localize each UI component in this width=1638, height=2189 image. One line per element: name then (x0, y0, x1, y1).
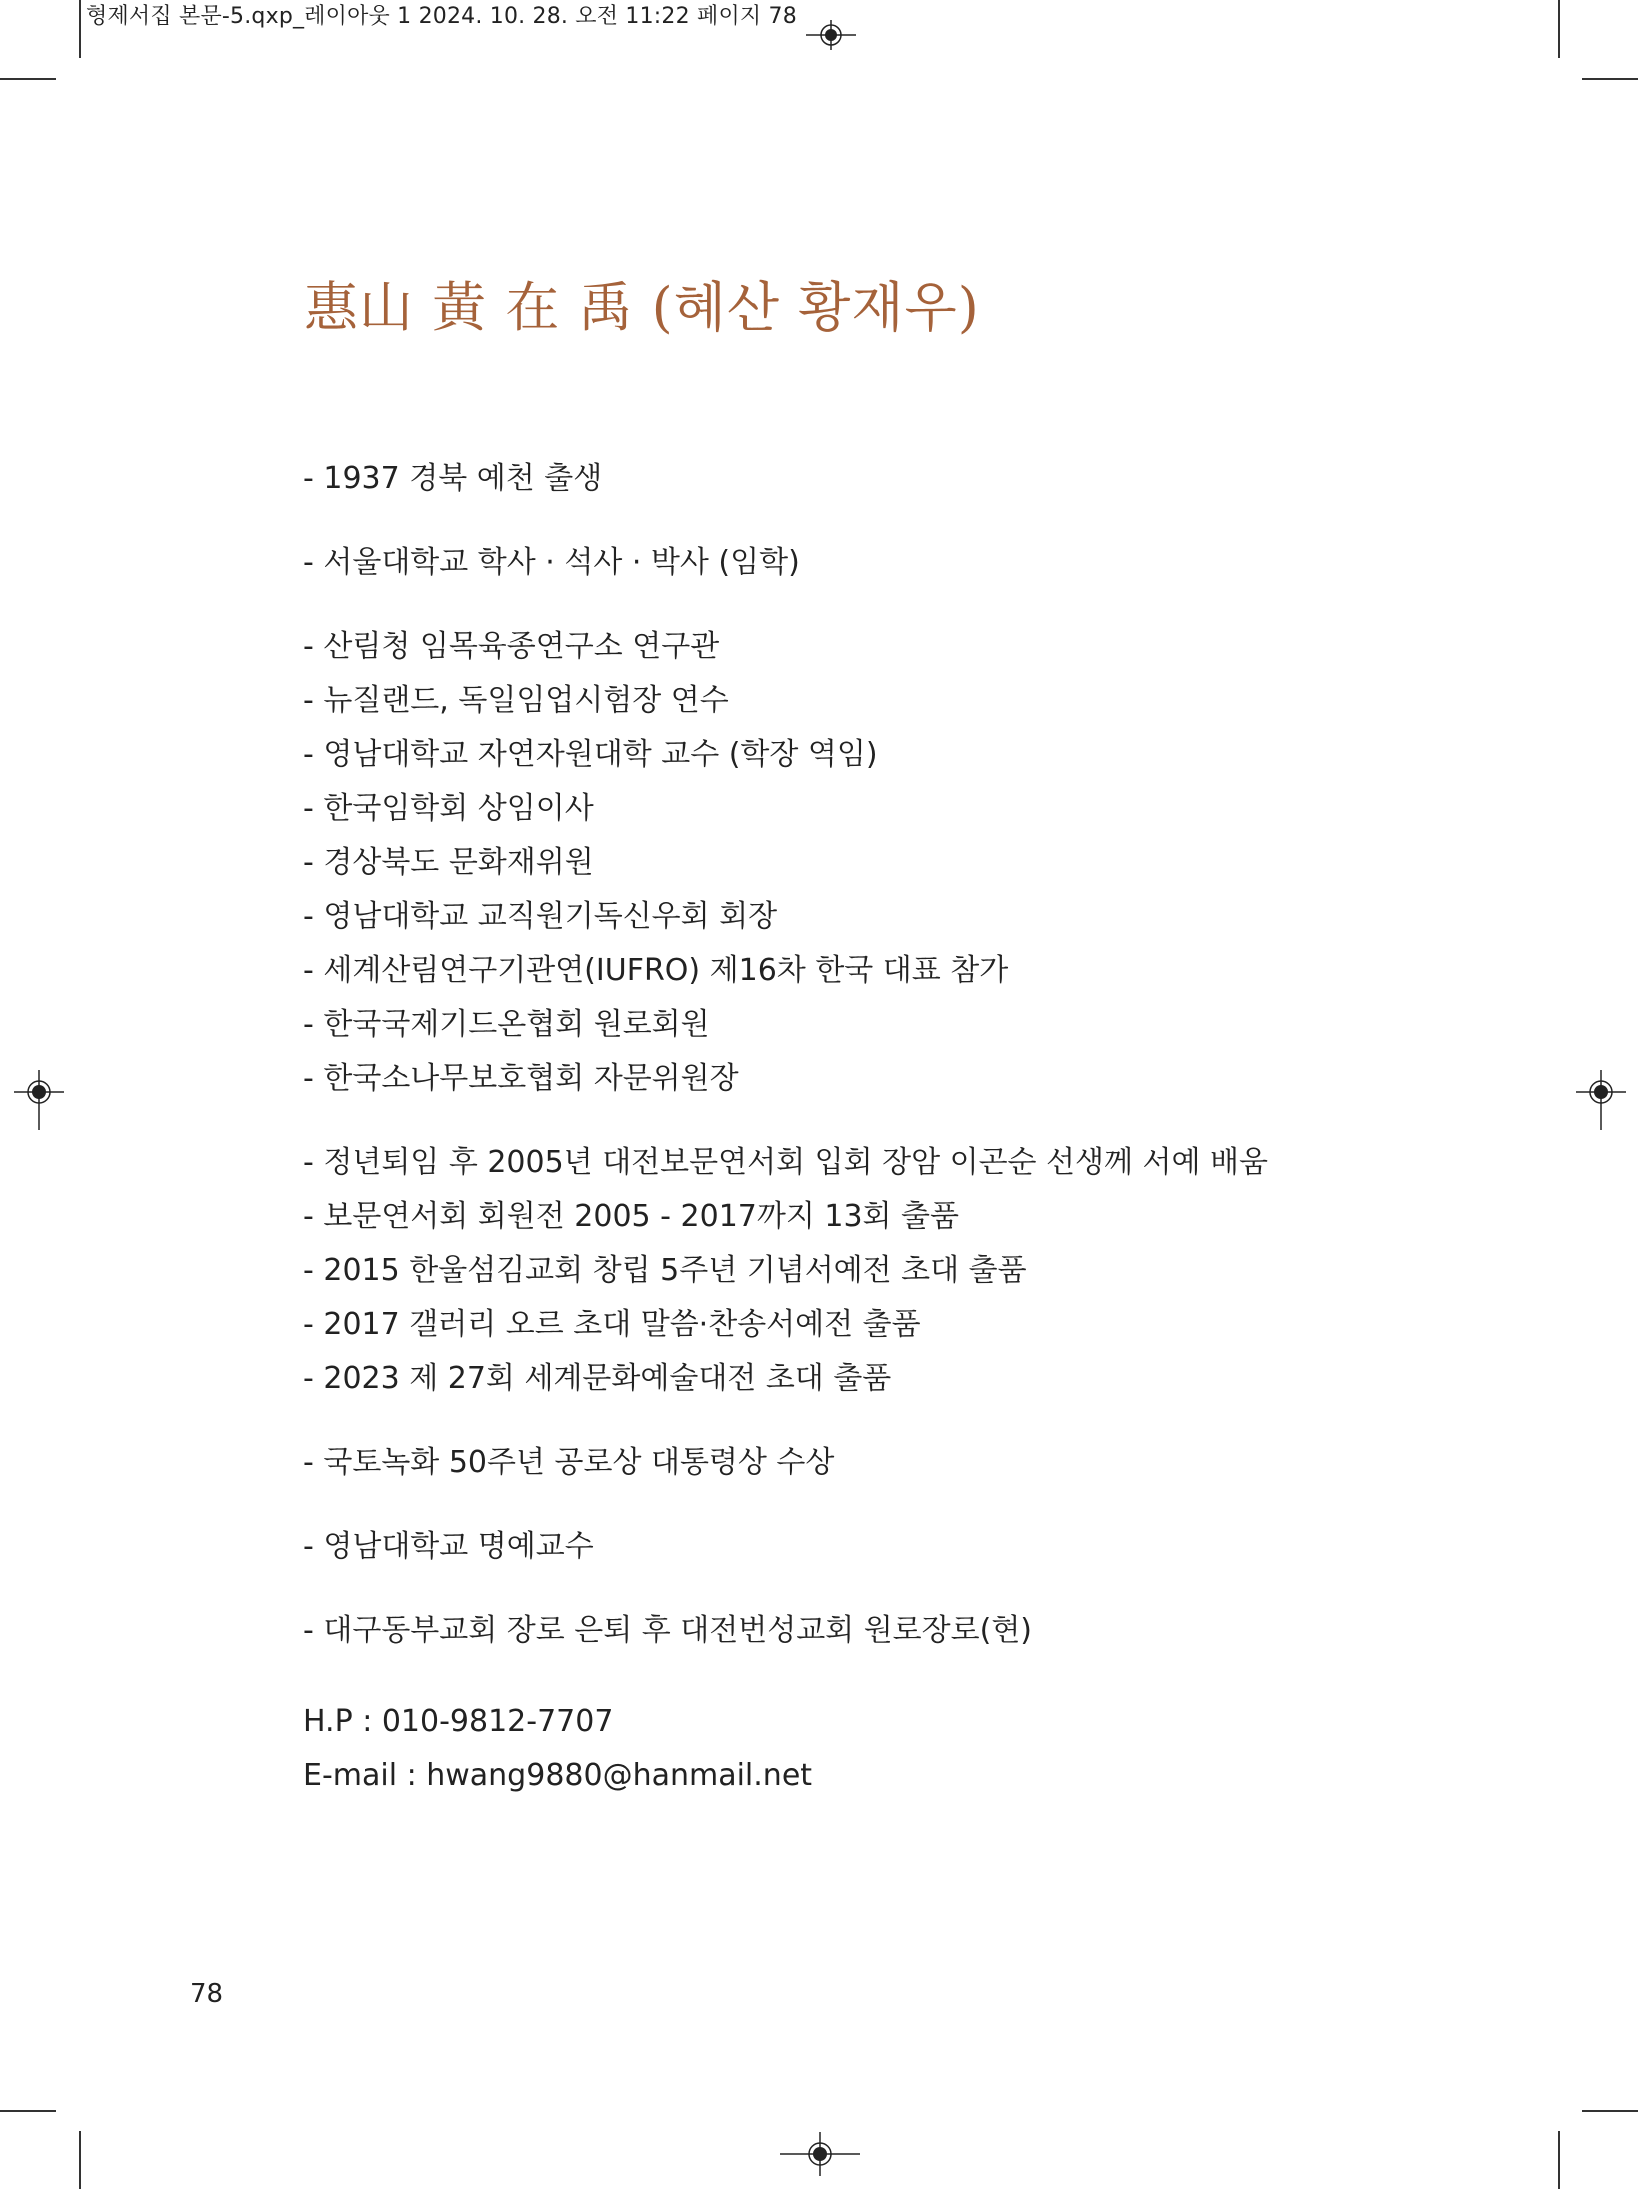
bio-item: - 대구동부교회 장로 은퇴 후 대전번성교회 원로장로(현) (303, 1613, 1033, 1648)
crop-mark-top-left-vertical (79, 0, 81, 58)
header-slug: 형제서집 본문-5.qxp_레이아웃 1 2024. 10. 28. 오전 11:22 페이지 78 (86, 4, 797, 29)
registration-mark-left-icon (14, 1070, 64, 1130)
bio-group-emeritus (303, 1520, 1303, 1574)
bio-item: - 세계산림연구기관연(IUFRO) 제16차 한국 대표 참가 (303, 953, 1009, 988)
bio-item: - 정년퇴임 후 2005년 대전보문연서회 입회 장암 이곤순 선생께 서예 배움 (303, 1145, 1268, 1180)
page-title: 惠山 黃 在 禹 (혜산 황재우) (304, 276, 980, 339)
bio-item: - 한국임학회 상임이사 (303, 791, 594, 826)
crop-mark-bottom-right-horizontal (1582, 2110, 1638, 2112)
bio-group-career (303, 620, 1303, 1106)
bio-group-education (303, 536, 1303, 590)
registration-mark-right-icon (1576, 1070, 1626, 1130)
bio-item: - 뉴질랜드, 독일임업시험장 연수 (303, 683, 729, 718)
bio-item: - 1937 경북 예천 출생 (303, 461, 603, 496)
bio-item: - 영남대학교 명예교수 (303, 1529, 594, 1564)
bio-group-award (303, 1436, 1303, 1490)
bio-item: - 2015 한울섬김교회 창립 5주년 기념서예전 초대 출품 (303, 1253, 1027, 1288)
email-address: E-mail : hwang9880@hanmail.net (303, 1758, 813, 1793)
bio-item: - 한국국제기드온협회 원로회원 (303, 1007, 710, 1042)
bio-item: - 산림청 임목육종연구소 연구관 (303, 629, 720, 664)
bio-group-birth (303, 452, 1303, 506)
crop-mark-top-left-horizontal (0, 78, 56, 80)
bio-item: - 영남대학교 자연자원대학 교수 (학장 역임) (303, 737, 878, 772)
contact-info (303, 1695, 812, 1803)
registration-mark-top-icon (806, 20, 856, 50)
crop-mark-top-right-vertical (1558, 0, 1560, 58)
crop-mark-bottom-left-vertical (79, 2131, 81, 2189)
bio-item: - 2017 갤러리 오르 초대 말씀·찬송서예전 출품 (303, 1307, 921, 1342)
page-number: 78 (190, 1979, 224, 2009)
bio-item: - 2023 제 27회 세계문화예술대전 초대 출품 (303, 1361, 892, 1396)
bio-item: - 경상북도 문화재위원 (303, 845, 594, 880)
bio-item: - 한국소나무보호협회 자문위원장 (303, 1061, 739, 1096)
bio-item: - 영남대학교 교직원기독신우회 회장 (303, 899, 778, 934)
crop-mark-top-right-horizontal (1582, 78, 1638, 80)
crop-mark-bottom-left-horizontal (0, 2110, 56, 2112)
bio-item: - 서울대학교 학사 · 석사 · 박사 (임학) (303, 545, 800, 580)
bio-item: - 국토녹화 50주년 공로상 대통령상 수상 (303, 1445, 835, 1480)
biography (303, 452, 1303, 1658)
bio-item: - 보문연서회 회원전 2005 - 2017까지 13회 출품 (303, 1199, 960, 1234)
bio-group-church (303, 1604, 1303, 1658)
crop-mark-bottom-right-vertical (1558, 2131, 1560, 2189)
registration-mark-bottom-icon (780, 2132, 860, 2176)
phone-number: H.P : 010-9812-7707 (303, 1704, 614, 1739)
bio-group-calligraphy (303, 1136, 1303, 1406)
